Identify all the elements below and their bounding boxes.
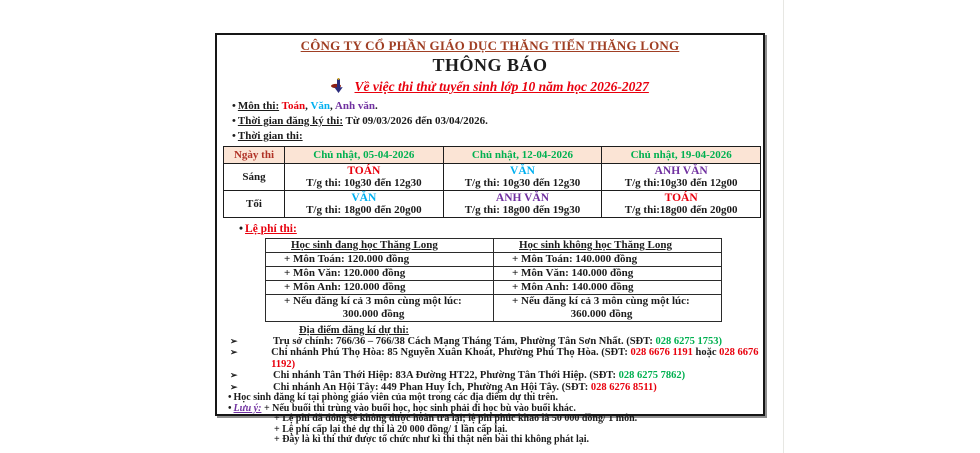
cell-time: T/g thi: 18g00 đến 19g30	[464, 203, 581, 216]
cell-subject: TOÁN	[664, 192, 698, 204]
fee-row-combo: + Nếu đăng kí cả 3 môn cùng một lúc: 300.000 đồng + Nếu đăng kí cả 3 môn cùng một lúc: 360.000 đồng	[266, 295, 722, 322]
fee-table	[265, 238, 722, 322]
notice-document	[215, 33, 765, 446]
exam-time-label: Thời gian thi:	[237, 130, 303, 142]
exam-time-line: • Thời gian thi:	[232, 130, 303, 142]
arrow-bullet-icon: ➢	[230, 347, 238, 358]
phone-number: 028 6275 1753)	[655, 336, 722, 347]
fee-row-literature: + Môn Văn: 120.000 đồng + Môn Văn: 140.000 đồng	[266, 267, 722, 281]
schedule-row-morning	[224, 164, 761, 191]
schedule-row-evening	[224, 191, 761, 218]
phone-number: 028 6676 1191	[630, 347, 693, 359]
subjects-label: Môn thi:	[237, 100, 280, 112]
fee-row-math: + Môn Toán: 120.000 đồng + Môn Toán: 140.000 đồng	[266, 253, 722, 267]
fee-col1-header: Học sinh đang học Thăng Long	[291, 239, 438, 251]
cell-time: T/g thi: 10g30 đến 12g30	[464, 176, 581, 189]
location-item-tan-thoi-hiep: ➢ Chi nhánh Tân Thới Hiệp: 83A Đường HT22, Phường Tân Thới Hiệp. (SĐT: 028 6275 7862)	[230, 370, 686, 382]
cell-time: T/g thi:10g30 đến 12g00	[624, 176, 738, 189]
phone-number: 028 6276 8511)	[590, 381, 657, 393]
registration-period-line: • Thời gian đăng ký thi: Từ 09/03/2026 đến 03/04/2026.	[232, 115, 488, 127]
notice-subtitle: Về việc thi thử tuyển sinh lớp 10 năm học 2026-2027	[354, 79, 649, 94]
registration-label: Thời gian đăng ký thi:	[237, 115, 343, 127]
arrow-bullet-icon: ➢	[230, 381, 238, 392]
notice-heading: THÔNG BÁO	[432, 55, 548, 75]
fee-section-label: • Lệ phí thi:	[239, 223, 297, 235]
session-evening: Tối	[224, 191, 285, 218]
location-item-phu-tho-hoa: ➢ Chi nhánh Phú Thọ Hòa: 85 Nguyễn Xuân Khoát, Phường Phú Thọ Hòa. (SĐT: 028 6676 1191 hoặc 028 6676 1192)	[230, 347, 759, 370]
arrow-bullet-icon: ➢	[230, 336, 238, 346]
location-item-an-hoi-tay: ➢ Chi nhánh An Hội Tây: 449 Phan Huy Ích, Phường An Hội Tây. (SĐT: 028 6276 8511)	[230, 381, 657, 393]
cell-subject: ANH VĂN	[495, 192, 550, 204]
down-arrow-icon	[331, 78, 346, 94]
subject-math: Toán	[281, 100, 306, 112]
session-morning: Sáng	[224, 164, 285, 191]
page-boundary-line	[783, 0, 784, 453]
schedule-header-date2: Chủ nhật, 12-04-2026	[443, 147, 602, 164]
cell-subject: ANH VĂN	[654, 165, 708, 177]
cell-time: T/g thi: 18g00 đến 20g00	[306, 203, 422, 216]
fee-header-row	[266, 239, 722, 253]
phone-number: 028 6275 7862)	[618, 370, 686, 382]
cell-subject: VĂN	[351, 192, 377, 204]
cell-subject: VĂN	[510, 165, 535, 177]
schedule-header-row	[224, 147, 761, 164]
cell-time: T/g thi: 10g30 đến 12g30	[306, 176, 422, 189]
subjects-line: • Môn thi: Toán, Văn, Anh văn.	[232, 100, 378, 112]
notice-subtitle-row	[217, 78, 763, 95]
register-note: • Học sinh đăng kí tại phòng giáo viên của một trong các địa điểm dự thi trên.	[228, 392, 558, 404]
cell-subject: TOÁN	[347, 165, 381, 177]
schedule-header-date1: Chủ nhật, 05-04-2026	[285, 147, 444, 164]
arrow-bullet-icon: ➢	[230, 370, 238, 381]
schedule-header-day: Ngày thi	[224, 147, 285, 164]
phone-number: 028 6676 1192)	[271, 347, 759, 370]
schedule-header-date3: Chủ nhật, 19-04-2026	[602, 147, 761, 164]
subject-literature: Văn	[310, 100, 330, 112]
note-no-return: + Đây là kì thi thử được tổ chức như kì thi thật nên bài thi không phát lại.	[274, 434, 590, 446]
company-title-text: CÔNG TY CỔ PHẦN GIÁO DỤC THĂNG TIẾN THĂNG LONG	[300, 38, 680, 53]
location-item-main-office: ➢ Trụ sở chính: 766/36 – 766/38 Cách Mạng Tháng Tám, Phường Tân Sơn Nhất. (SĐT: 028 6275 1753)	[230, 336, 722, 347]
cell-time: T/g thi:18g00 đến 20g00	[624, 203, 738, 216]
subject-english: Anh văn	[334, 100, 375, 112]
note-refund: + Lệ phí đã đóng sẽ không được hoàn trả lại; lệ phí phúc khảo là 50 000 đồng/ 1 môn.	[274, 413, 638, 425]
company-title	[217, 38, 763, 54]
luu-y-label: Lưu ý:	[233, 402, 262, 414]
luu-y-line: • Lưu ý: + Nếu buổi thi trùng vào buổi học, học sinh phải đi học bù vào buổi khác.	[228, 402, 576, 414]
schedule-table	[223, 146, 761, 218]
fee-row-english: + Môn Anh: 120.000 đồng + Môn Anh: 140.000 đồng	[266, 281, 722, 295]
locations-heading: Địa điểm đăng kí dự thi:	[299, 325, 409, 336]
fee-col2-header: Học sinh không học Thăng Long	[519, 239, 672, 251]
registration-value: Từ 09/03/2026 đến 03/04/2026.	[343, 115, 488, 127]
intro-lines	[232, 99, 763, 144]
note-card-reissue: + Lệ phí cấp lại thẻ dự thi là 20 000 đồng/ 1 lần cấp lại.	[274, 423, 508, 435]
